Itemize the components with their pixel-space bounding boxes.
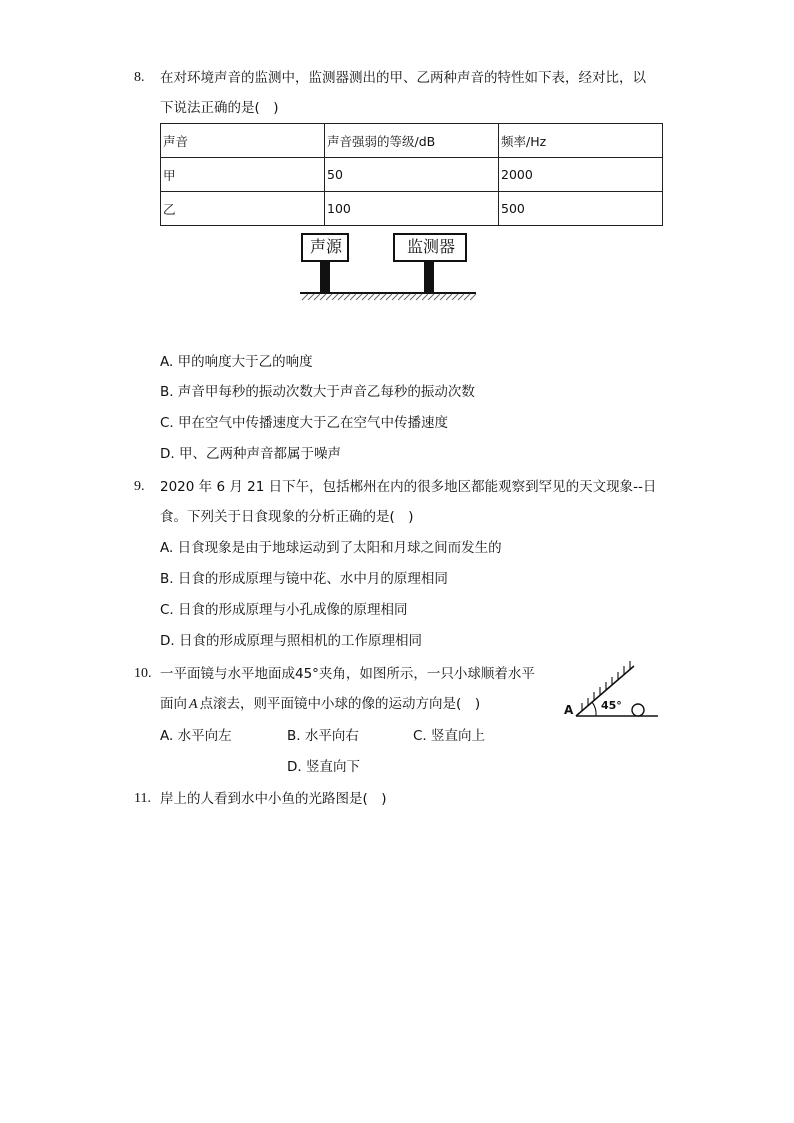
q8-number: 8. [134,70,145,85]
table-cell: 乙 [161,192,325,226]
q11-number: 11. [134,791,151,806]
q10-stem-line2-a: 面向 [160,696,187,712]
q8-option-b: B. 声音甲每秒的振动次数大于声音乙每秒的振动次数 [160,384,475,400]
q10-point-label: A [189,697,198,712]
q10-stem-line2 [160,694,480,715]
table-header-cell: 声音 [161,124,325,158]
q9-option-a: A. 日食现象是由于地球运动到了太阳和月球之间而发生的 [160,540,502,556]
source-sign-post [320,261,330,293]
q8-data-table [160,123,663,226]
q9-option-d: D. 日食的形成原理与照相机的工作原理相同 [160,633,422,649]
q8-stem-line1: 在对环境声音的监测中，监测器测出的甲、乙两种声音的特性如下表，经对比，以 [160,70,646,86]
q10-figure-angle-label: 45° [601,699,622,712]
table-cell: 100 [325,192,499,226]
table-header-row [161,124,663,158]
ball [632,704,644,716]
table-header-cell: 频率/Hz [499,124,663,158]
q10-option-c: C. 竖直向上 [413,728,486,744]
q9-option-b: B. 日食的形成原理与镜中花、水中月的原理相同 [160,571,448,587]
q10-stem-line1: 一平面镜与水平地面成45°夹角，如图所示，一只小球顺着水平 [160,666,535,682]
q11-stem: 岸上的人看到水中小鱼的光路图是( ) [160,791,387,807]
ground-hatch [302,294,476,300]
q9-stem-line2: 食。下列关于日食现象的分析正确的是( ) [160,509,414,525]
table-cell: 甲 [161,158,325,192]
source-sign-label: 声源 [309,237,342,256]
table-row [161,158,663,192]
q10-option-d: D. 竖直向下 [287,759,360,775]
q8-option-a: A. 甲的响度大于乙的响度 [160,354,313,370]
q10-option-b: B. 水平向右 [287,728,359,744]
q8-option-c: C. 甲在空气中传播速度大于乙在空气中传播速度 [160,415,449,431]
q10-number: 10. [134,666,152,681]
table-cell: 2000 [499,158,663,192]
q8-stem-line2: 下说法正确的是( ) [160,100,279,116]
q9-option-c: C. 日食的形成原理与小孔成像的原理相同 [160,602,408,618]
table-header-cell: 声音强弱的等级/dB [325,124,499,158]
table-row [161,192,663,226]
q9-number: 9. [134,479,145,494]
monitor-sign-post [424,261,434,293]
q10-figure-mirror [562,660,662,722]
table-cell: 50 [325,158,499,192]
q10-option-a: A. 水平向左 [160,728,232,744]
table-cell: 500 [499,192,663,226]
angle-arc [592,702,596,716]
monitor-sign-label: 监测器 [406,237,455,256]
q10-figure-point-label: A [564,703,574,717]
q10-stem-line2-b: 点滚去，则平面镜中小球的像的运动方向是( ) [199,696,481,712]
q8-option-d: D. 甲、乙两种声音都属于噪声 [160,446,341,462]
q9-stem-line1: 2020 年 6 月 21 日下午，包括郴州在内的很多地区都能观察到罕见的天文现象--日 [160,479,657,495]
